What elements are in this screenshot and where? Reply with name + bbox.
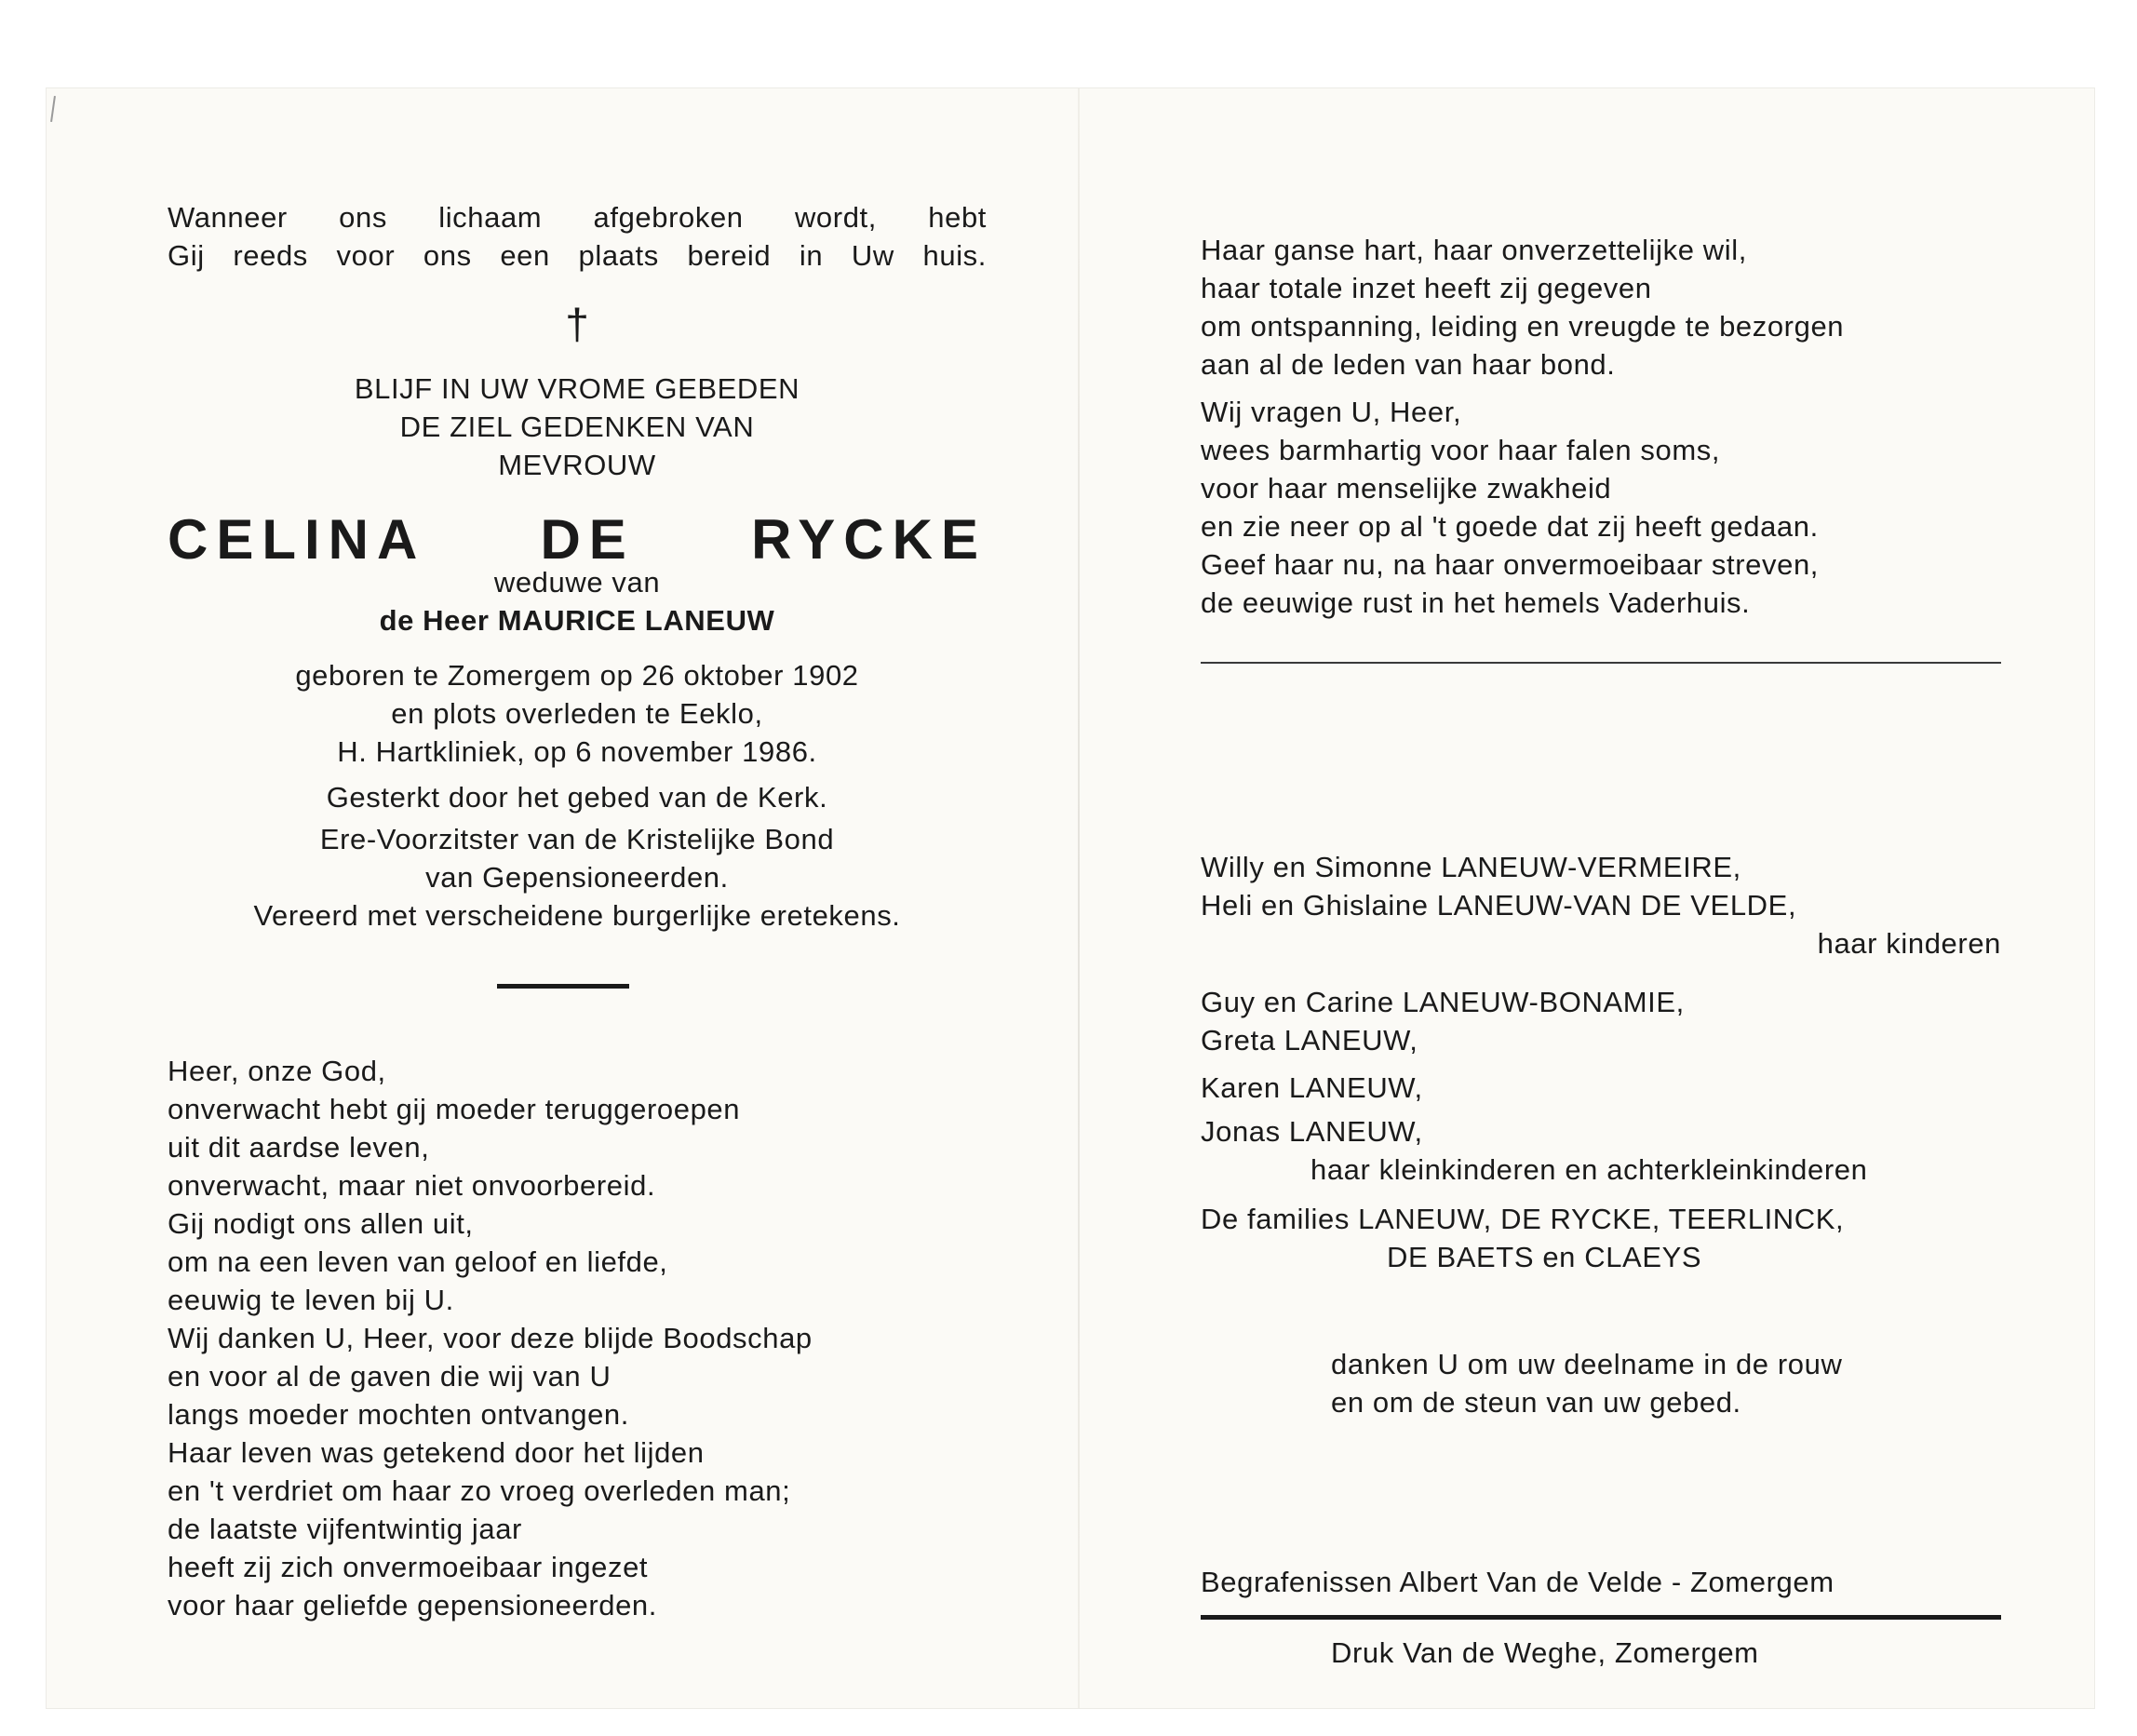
memorial-header xyxy=(168,370,987,484)
prayer-line: heeft zij zich onvermoeibaar ingezet xyxy=(168,1551,649,1583)
prayer-line: Geef haar nu, na haar onvermoeibaar streven, xyxy=(1201,548,1820,581)
prayer-line: de laatste vijfentwintig jaar xyxy=(168,1513,522,1545)
prayer-line: onverwacht, maar niet onvoorbereid. xyxy=(168,1169,656,1202)
families-line: De families LANEUW, DE RYCKE, TEERLINCK, xyxy=(1201,1203,1845,1235)
date-line: en plots overleden te Eeklo, xyxy=(391,697,763,730)
verse-line: Gij reeds voor ons een plaats bereid in Uw huis. xyxy=(168,239,987,272)
family-list xyxy=(1201,848,2001,1276)
deceased-name: CELINA DE RYCKE xyxy=(168,508,987,571)
thanks-text xyxy=(1331,1345,2001,1421)
date-line: H. Hartkliniek, op 6 november 1986. xyxy=(337,735,817,768)
prayer-line: onverwacht hebt gij moeder teruggeroepen xyxy=(168,1093,741,1125)
spouse-block xyxy=(168,563,987,639)
prayer-text xyxy=(168,1052,987,1624)
child-line: Heli en Ghislaine LANEUW-VAN DE VELDE, xyxy=(1201,889,1797,922)
prayer-line: Heer, onze God, xyxy=(168,1055,386,1087)
header-line: DE ZIEL GEDENKEN VAN xyxy=(399,410,755,443)
grandchild-line: Guy en Carine LANEUW-BONAMIE, xyxy=(1201,986,1685,1018)
prayer-line: om na een leven van geloof en liefde, xyxy=(168,1245,668,1278)
prayer-line: en zie neer op al 't goede dat zij heeft gedaan. xyxy=(1201,510,1819,543)
undertaker-credit: Begrafenissen Albert Van de Velde - Zomergem xyxy=(1201,1566,1835,1598)
child-line: Willy en Simonne LANEUW-VERMEIRE, xyxy=(1201,851,1741,883)
grandchild-line: Jonas LANEUW, xyxy=(1201,1115,1423,1148)
header-line: MEVROUW xyxy=(498,449,656,481)
prayer-line: de eeuwige rust in het hemels Vaderhuis. xyxy=(1201,586,1751,619)
prayer-line: eeuwig te leven bij U. xyxy=(168,1284,454,1316)
thanks-line: danken U om uw deelname in de rouw xyxy=(1331,1348,1843,1380)
detail-line: Ere-Voorzitster van de Kristelijke Bond xyxy=(319,823,835,855)
prayer-line: wees barmhartig voor haar falen soms, xyxy=(1201,434,1721,466)
widow-of: weduwe van xyxy=(493,566,661,599)
prayer-line: Wij vragen U, Heer, xyxy=(1201,396,1462,428)
prayer-line: en voor al de gaven die wij van U xyxy=(168,1360,612,1393)
prayer-line: haar totale inzet heeft zij gegeven xyxy=(1201,272,1652,304)
thanks-line: en om de steun van uw gebed. xyxy=(1331,1386,1741,1419)
divider xyxy=(1201,1615,2001,1620)
memorial-card xyxy=(47,88,2094,1708)
divider xyxy=(497,984,629,989)
grandchild-line: Karen LANEUW, xyxy=(1201,1071,1423,1104)
date-line: geboren te Zomergem op 26 oktober 1902 xyxy=(295,659,859,692)
printer-credit: Druk Van de Weghe, Zomergem xyxy=(1331,1636,1759,1669)
children-label: haar kinderen xyxy=(1817,927,2001,960)
prayer-line: uit dit aardse leven, xyxy=(168,1131,430,1164)
card-fold xyxy=(1078,88,1080,1708)
prayer-line: voor haar menselijke zwakheid xyxy=(1201,472,1612,505)
divider xyxy=(1201,662,2001,664)
prayer-line: Wij danken U, Heer, voor deze blijde Boodschap xyxy=(168,1322,813,1354)
detail-line: van Gepensioneerden. xyxy=(425,861,729,894)
verse-line: Wanneer ons lichaam afgebroken wordt, hebt xyxy=(168,201,987,234)
edge-mark xyxy=(50,96,56,122)
prayer-line: Gij nodigt ons allen uit, xyxy=(168,1207,474,1240)
prayer-line: Haar leven was getekend door het lijden xyxy=(168,1436,705,1469)
cross-icon: † xyxy=(565,300,589,348)
prayer-line: om ontspanning, leiding en vreugde te bezorgen xyxy=(1201,310,1845,343)
prayer-line: aan al de leden van haar bond. xyxy=(1201,348,1616,381)
opening-verse xyxy=(168,198,987,275)
detail-line: Vereerd met verscheidene burgerlijke eretekens. xyxy=(253,899,901,932)
spouse-name: de Heer MAURICE LANEUW xyxy=(379,604,775,637)
prayer-line: voor haar geliefde gepensioneerden. xyxy=(168,1589,657,1622)
detail-line: Gesterkt door het gebed van de Kerk. xyxy=(326,781,828,814)
prayer-continued xyxy=(1201,231,2038,622)
prayer-line: en 't verdriet om haar zo vroeg overleden man; xyxy=(168,1474,791,1507)
header-line: BLIJF IN UW VROME GEBEDEN xyxy=(354,372,800,405)
families-line: DE BAETS en CLAEYS xyxy=(1387,1241,1702,1273)
grandchild-line: Greta LANEUW, xyxy=(1201,1024,1418,1056)
grandchildren-label: haar kleinkinderen en achterkleinkinderen xyxy=(1310,1153,1868,1186)
prayer-line: langs moeder mochten ontvangen. xyxy=(168,1398,629,1431)
prayer-line: Haar ganse hart, haar onverzettelijke wil, xyxy=(1201,234,1747,266)
life-details xyxy=(168,656,987,935)
